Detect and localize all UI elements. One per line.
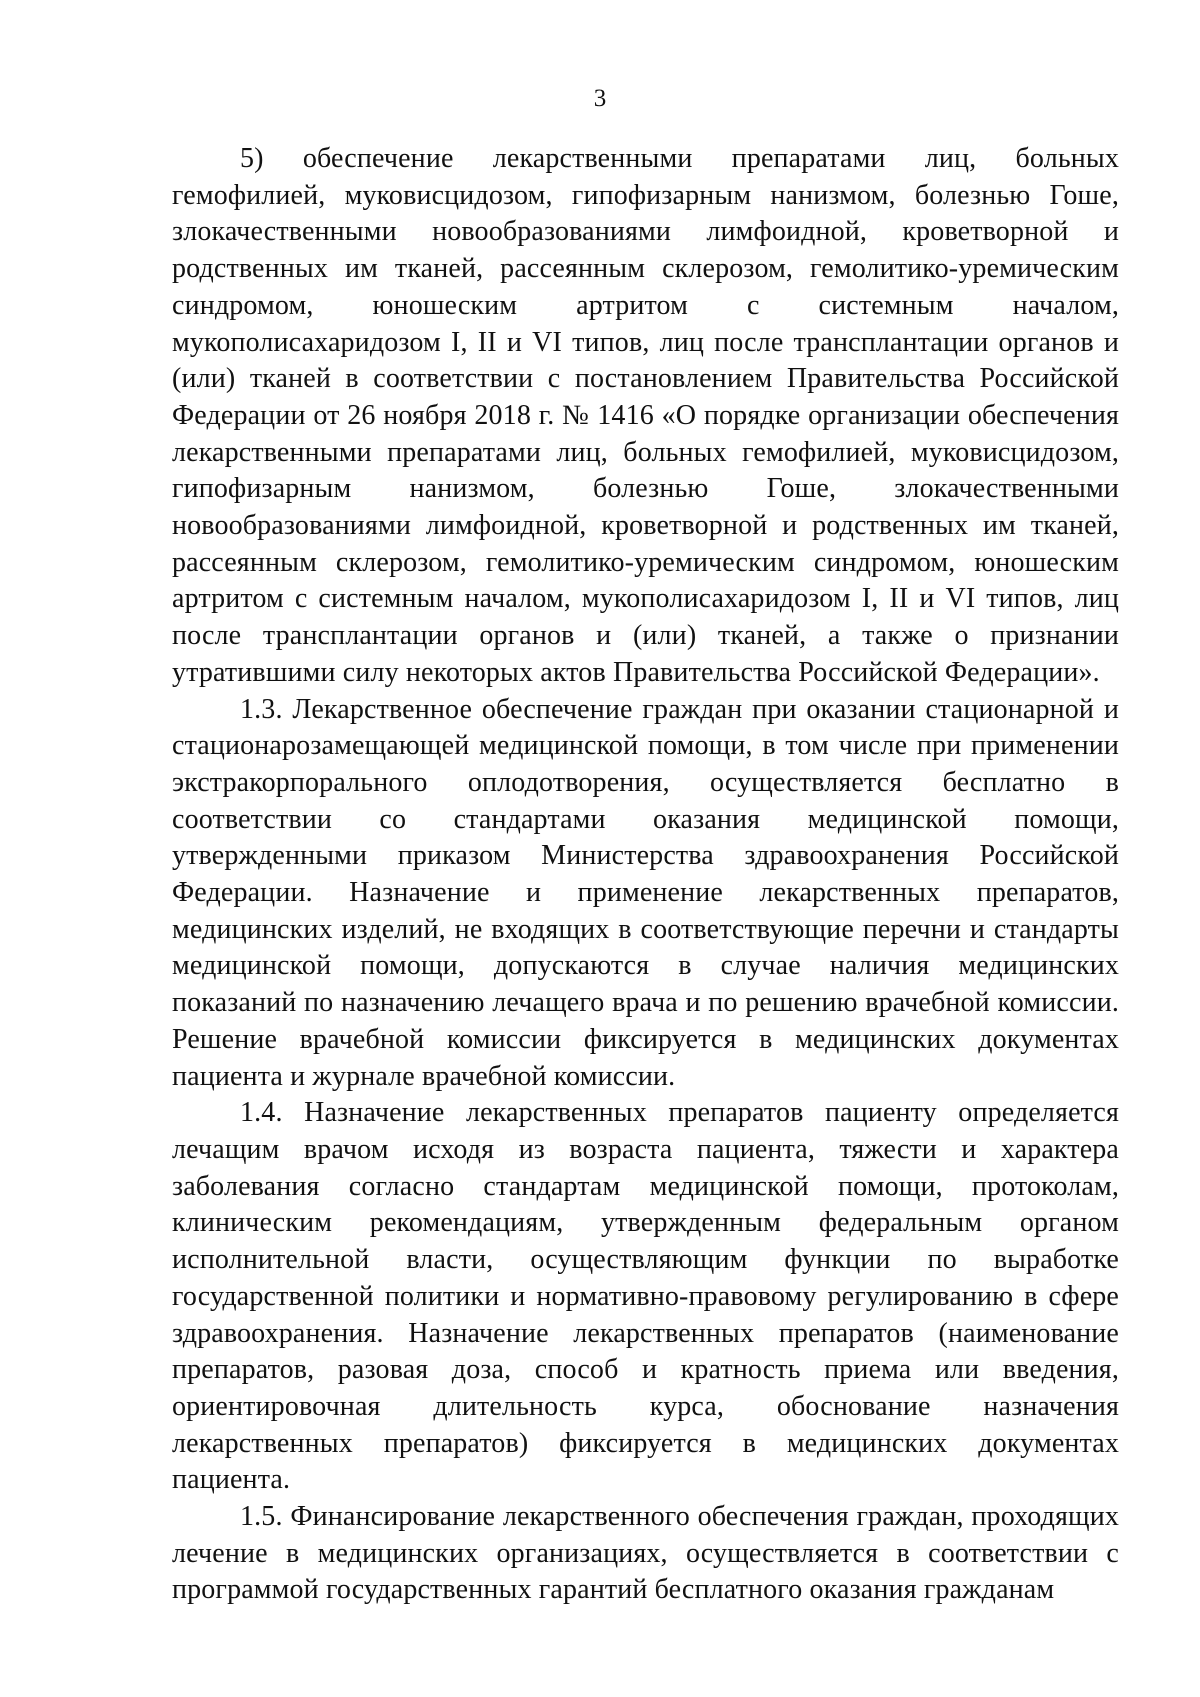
paragraph-1-4: 1.4. Назначение лекарственных препаратов пациенту определяется лечащим врачом исходя из возраста пациента, тяжести и характера заболевания согласно стандартам медицинской помощи, протоколам, клиническим рекомендациям, утвержденным федеральным органом исполнительной власти, осуществляющим функции по выработке государственной политики и нормативно-правовому регулированию в сфере здравоохранения. Назначение лекарственных препаратов (наименование препаратов, разовая доза, способ и кратность приема или введения, ориентировочная длительность курса, обоснование назначения лекарственных препаратов) фиксируется в медицинских документах пациента. xyxy=(172,1097,1119,1496)
document-body xyxy=(172,141,1119,1609)
page-number: 3 xyxy=(593,85,607,112)
paragraph-item-5: 5) обеспечение лекарственными препаратами лиц, больных гемофилией, муковисцидозом, гипофизарным нанизмом, болезнью Гоше, злокачественными новообразованиями лимфоидной, кроветворной и родственных им тканей, рассеянным склерозом, гемолитико-уремическим синдромом, юношеским артритом с системным началом, мукополисахаридозом I, II и VI типов, лиц после трансплантации органов и (или) тканей в соответствии с постановлением Правительства Российской Федерации от 26 ноября 2018 г. № 1416 «О порядке организации обеспечения лекарственными препаратами лиц, больных гемофилией, муковисцидозом, гипофизарным нанизмом, болезнью Гоше, злокачественными новообразованиями лимфоидной, кроветворной и родственных им тканей, рассеянным склерозом, гемолитико-уремическим синдромом, юношеским артритом с системным началом, мукополисахаридозом I, II и VI типов, лиц после трансплантации органов и (или) тканей, а также о признании утратившими силу некоторых актов Правительства Российской Федерации». xyxy=(172,143,1119,688)
paragraph-1-5: 1.5. Финансирование лекарственного обеспечения граждан, проходящих лечение в медицинских организациях, осуществляется в соответствии с программой государственных гарантий бесплатного оказания гражданам xyxy=(172,1501,1119,1606)
paragraph-1-3: 1.3. Лекарственное обеспечение граждан при оказании стационарной и стационарозамещающей медицинской помощи, в том числе при применении экстракорпорального оплодотворения, осуществляется бесплатно в соответствии со стандартами оказания медицинской помощи, утвержденными приказом Министерства здравоохранения Российской Федерации. Назначение и применение лекарственных препаратов, медицинских изделий, не входящих в соответствующие перечни и стандарты медицинской помощи, допускаются в случае наличия медицинских показаний по назначению лечащего врача и по решению врачебной комиссии. Решение врачебной комиссии фиксируется в медицинских документах пациента и журнале врачебной комиссии. xyxy=(172,693,1119,1092)
